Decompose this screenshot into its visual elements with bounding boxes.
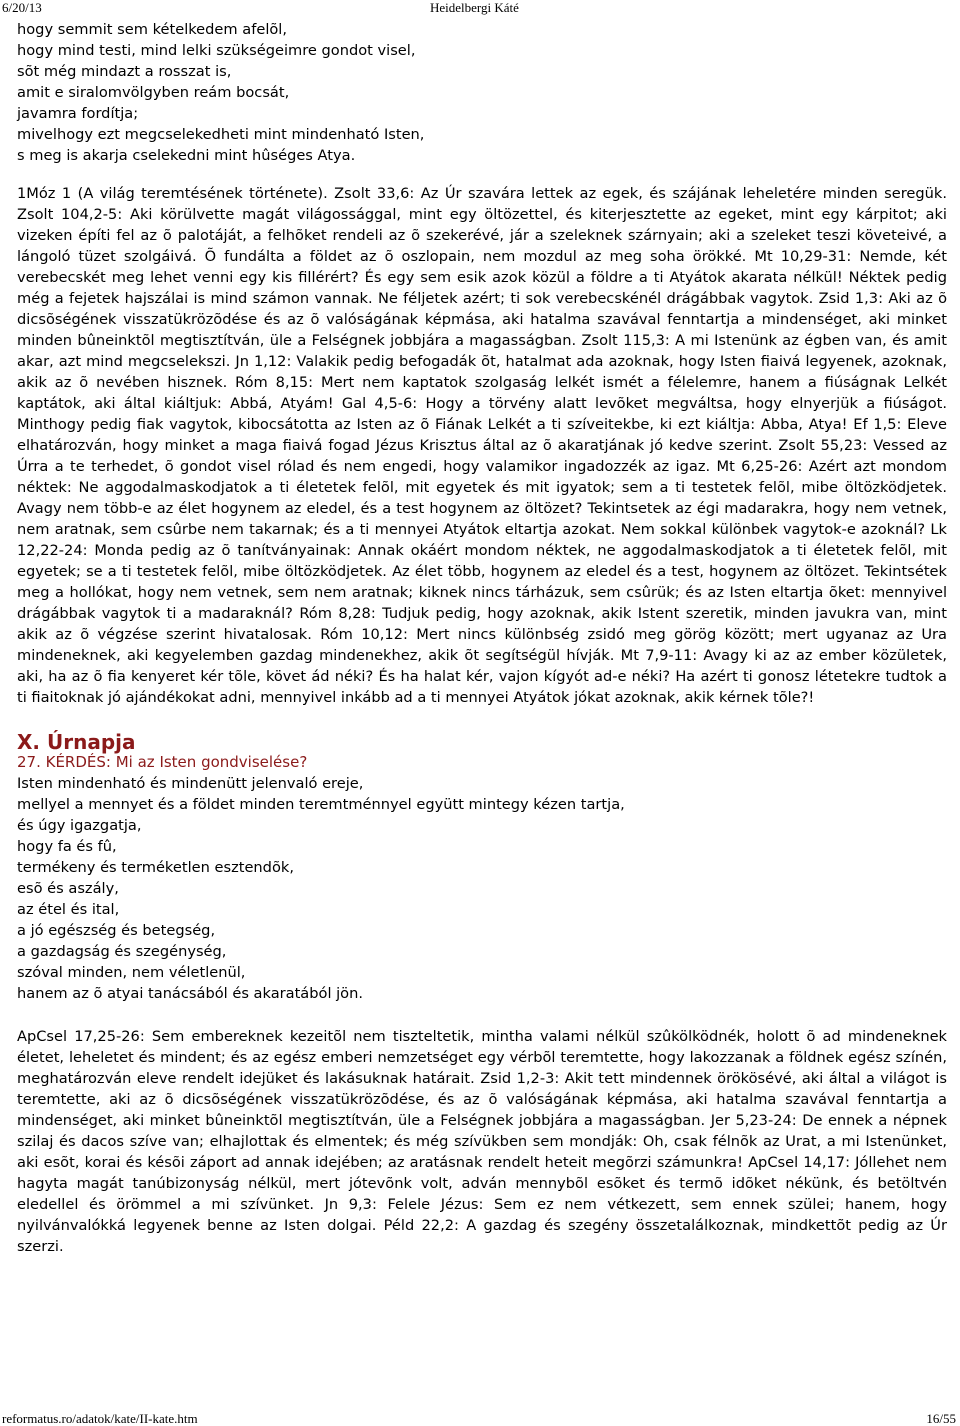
- answer-line: és úgy igazgatja,: [17, 817, 142, 834]
- question-heading: 27. KÉRDÉS: Mi az Isten gondviselése?: [17, 753, 308, 771]
- answer-line: a gazdagság és szegénység,: [17, 943, 227, 960]
- answer-line: hogy fa és fû,: [17, 838, 117, 855]
- page-content: [17, 19, 947, 1257]
- intro-line: s meg is akarja cselekedni mint hûséges Atya.: [17, 147, 356, 164]
- answer-line: Isten mindenható és mindenütt jelenvaló ereje,: [17, 775, 364, 792]
- intro-line: amit e siralomvölgyben reám bocsát,: [17, 84, 290, 101]
- answer-line: hanem az õ atyai tanácsából és akaratából jön.: [17, 985, 364, 1002]
- document-title: Heidelbergi Káté: [430, 0, 519, 15]
- chapter-heading: X. Úrnapja: [17, 730, 136, 754]
- page-number: 16/55: [926, 1411, 956, 1426]
- scripture-references: ApCsel 17,25-26: Sem embereknek kezeitõl nem tiszteltetik, mintha valami nélkül szûkölködnék, holott õ ad mindeneknek életet, leheletet és mindent; és az egész emberi nemzetséget egy vérbõl teremtette, hogy lakozzanak a földnek egész színén, meghatározván eleve rendelt idejüket és lakásuknak határait. Zsid 1,2-3: Akit tett mindennek örökösévé, aki által a világot is teremtette, aki az õ dicsõségének visszatükrözõdése, és az õ valóságának képmása, aki hatalma szavával fenntartja a mindenséget, aki minket bûneinktõl megtisztítván, üle a Felségnek jobbjára a magasságban. Jer 5,23-24: De ennek a népnek szilaj és dacos szíve van; elhajlottak és elmentek; és még szívükben sem mondják: Oh, csak félnõk az Urat, a mi Istenünket, aki esõt, korai és késõi záport ad annak idejében; az aratásnak rendelt heteit megõrzi számunkra! ApCsel 14,17: Jóllehet nem hagyta magát tanúbizonyság nélkül, mert jótevõnk volt, adván mennybõl esõket és termõ idõket nékünk, és betöltvén eledellel és örömmel a mi szívünket. Jn 9,3: Felele Jézus: Sem ez nem vétkezett, sem ennek szülei; hanem, hogy nyilvánvalókká legyenek benne az Isten dolgai. Péld 22,2: A gazdag és szegény összetalálkoznak, mindkettõt pedig az Úr szerzi.: [17, 1028, 947, 1255]
- intro-line: hogy semmit sem kételkedem afelõl,: [17, 21, 287, 38]
- intro-line: hogy mind testi, mind lelki szükségeimre gondot visel,: [17, 42, 416, 59]
- intro-line: javamra fordítja;: [17, 105, 139, 122]
- answer-line: termékeny és terméketlen esztendõk,: [17, 859, 294, 876]
- intro-line: mivelhogy ezt megcselekedheti mint mindenható Isten,: [17, 126, 425, 143]
- intro-line: sõt még mindazt a rosszat is,: [17, 63, 232, 80]
- answer-line: esõ és aszály,: [17, 880, 119, 897]
- print-date: 6/20/13: [2, 0, 42, 15]
- answer-line: mellyel a mennyet és a földet minden teremtménnyel együtt mintegy kézen tartja,: [17, 796, 625, 813]
- source-url: reformatus.ro/adatok/kate/II-kate.htm: [2, 1411, 198, 1426]
- scripture-references: 1Móz 1 (A világ teremtésének története). Zsolt 33,6: Az Úr szavára lettek az egek, és szájának leheletére minden seregük. Zsolt 104,2-5: Aki körülvette magát világossággal, mint egy öltözettel, és kiterjesztette az egeket, mint egy kárpitot; aki vizeken építi fel az õ palotáját, a felhõket rendeli az õ szekerévé, jár a szeleknek szárnyain; aki a szeleket teszi követeivé, a lángoló tüzet szolgáivá. Õ fundálta a földet az õ oszlopain, nem mozdul az meg soha örökké. Mt 10,29-31: Nemde, két verebecskét meg lehet venni egy kis fillérért? És egy sem esik azok közül a földre a ti Atyátok akarata nélkül! Néktek pedig még a fejetek hajszálai is mind számon vannak. Ne féljetek azért; ti sok verebecskénél drágábbak vagytok. Zsid 1,3: Aki az õ dicsõségének visszatükrözõdése és az õ valóságának képmása, aki hatalma szavával fenntartja a mindenséget, aki minket minden bûneinktõl megtisztítván, üle a Felségnek jobbjára a magasságban. Zsolt 115,3: A mi Istenünk az égben van, és amit akar, azt mind megcselekszi. Jn 1,12: Valakik pedig befogadák õt, hatalmat ada azoknak, hogy Isten fiaivá legyenek, azoknak, akik az õ nevében hisznek. Róm 8,15: Mert nem kaptatok szolgaság lelkét ismét a félelemre, hanem a fiúságnak Lelkét kaptátok, aki által kiáltjuk: Abbá, Atyám! Gal 4,5-6: Hogy a törvény alatt levõket megváltsa, hogy elnyerjük a fiúságot. Minthogy pedig fiak vagytok, kibocsátotta az Isten az õ Fiának Lelkét a ti szíveitekbe, ki ezt kiáltja: Abba, Atya! Ef 1,5: Eleve elhatározván, hogy minket a maga fiaivá fogad Jézus Krisztus által az õ akaratjának jó kedve szerint. Zsolt 55,23: Vessed az Úrra a te terhedet, õ gondot visel rólad és nem engedi, hogy valamikor ingadozzék az igaz. Mt 6,25-26: Azért azt mondom néktek: Ne aggodalmaskodjatok a ti életetek felõl, mit egyetek és mit igyatok; sem a ti testetek felõl, mibe öltözködjetek. Avagy nem több-e az élet hogynem az eledel, és a test hogynem az öltözet? Tekintsetek az égi madarakra, hogy nem vetnek, nem aratnak, sem csûrbe nem takarnak; és a ti mennyei Atyátok eltartja azokat. Nem sokkal különbek vagytok-e azoknál? Lk 12,22-24: Monda pedig az õ tanítványainak: Annak okáért mondom néktek, ne aggodalmaskodjatok a ti életetek felõl, mit egyetek; se a ti testetek felõl, mibe öltözködjetek. Az élet több, hogynem az eledel és a test, hogynem az öltözet. Tekintsétek meg a hollókat, hogy nem vetnek, sem nem aratnak; kiknek nincs tárházuk, sem csûrük; és az Isten eltartja õket: mennyivel drágábbak vagytok ti a madaraknál? Róm 8,28: Tudjuk pedig, hogy azoknak, akik Istent szeretik, minden javukra van, mint akik az õ végzése szerint hivatalosak. Róm 10,12: Mert nincs különbség zsidó meg görög között; mert ugyanaz az Ura mindeneknek, aki kegyelemben gazdag mindenekhez, akik õt segítségül hívják. Mt 7,9-11: Avagy ki az az ember közületek, aki, ha az õ fia kenyeret kér tõle, követ ád néki? És ha halat kér, vajon kígyót ad-e néki? Ha azért ti gonosz létetekre tudtok a ti fiaitoknak jó ajándékokat adni, mennyivel inkább ad a ti mennyei Atyátok jókat azoknak, akik kérnek tõle?!: [17, 185, 947, 706]
- answer-line: szóval minden, nem véletlenül,: [17, 964, 246, 981]
- answer-line: az étel és ital,: [17, 901, 120, 918]
- intro-verse: [17, 19, 947, 166]
- answer-line: a jó egészség és betegség,: [17, 922, 216, 939]
- answer-text: [17, 773, 947, 1004]
